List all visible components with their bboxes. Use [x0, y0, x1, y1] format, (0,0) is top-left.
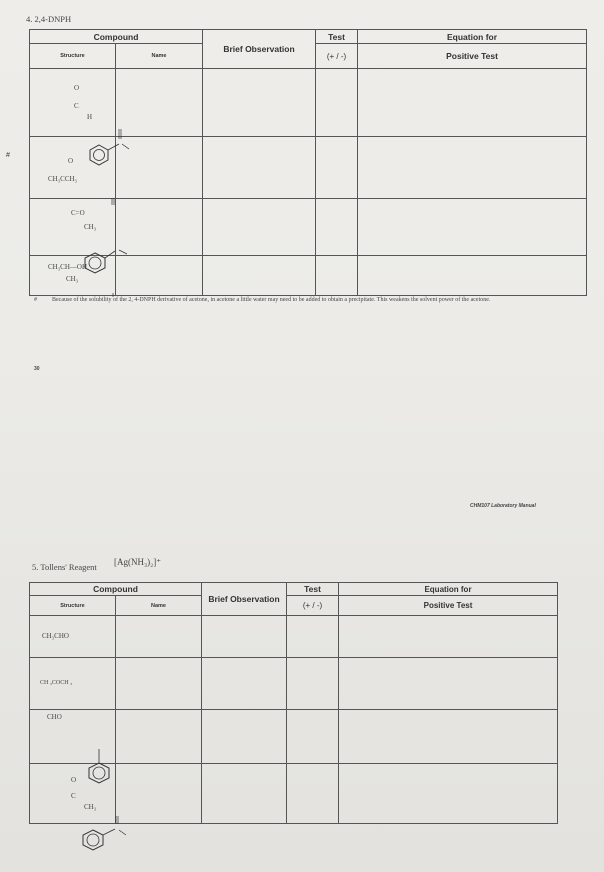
- test-sign-header: (+ / -): [287, 596, 339, 616]
- equation-cell[interactable]: [358, 199, 587, 256]
- name-cell[interactable]: [116, 616, 202, 658]
- test-cell[interactable]: [316, 256, 358, 296]
- structure-cell-benzaldehyde: [30, 710, 116, 764]
- equation-header-line1: Equation for: [339, 583, 558, 596]
- test-sign-header: (+ / -): [316, 44, 358, 69]
- equation-cell[interactable]: [358, 137, 587, 199]
- acetone-formula: CH₃CCH₃: [48, 175, 77, 183]
- tollens-table: [29, 582, 558, 824]
- note-marker: #: [34, 297, 37, 303]
- observation-cell[interactable]: [203, 256, 316, 296]
- test-cell[interactable]: [287, 658, 339, 710]
- acetone-oxygen: O: [68, 157, 74, 165]
- compound-header: Compound: [30, 30, 203, 44]
- observation-cell[interactable]: [202, 616, 287, 658]
- test-cell[interactable]: [316, 69, 358, 137]
- methyl-label: CH₃: [84, 803, 97, 811]
- observation-cell[interactable]: [202, 710, 287, 764]
- dnph-table: [6, 29, 587, 296]
- structure-cell-acetone: [6, 137, 116, 199]
- page-number: 30: [34, 366, 40, 372]
- equation-header-line2: Positive Test: [339, 596, 558, 616]
- name-header: Name: [116, 596, 202, 616]
- observation-cell[interactable]: [203, 137, 316, 199]
- aldehyde-group-label: CHO: [47, 713, 62, 721]
- carbonyl-label: C=O: [71, 209, 85, 217]
- structure-cell-acetaldehyde: [30, 616, 116, 658]
- dnph-note: Because of the solubility of the 2, 4-DNPH derivative of acetone, in acetone a little water may need to be added to obtain a precipitate. This weakens the solvent power of the acetone.: [52, 297, 491, 303]
- carbon-label: C: [74, 102, 79, 110]
- structure-cell-acetophenone: [30, 764, 116, 824]
- structure-cell-isopropanol: [30, 256, 116, 296]
- isopropanol-formula: CH₃CH—OH: [48, 263, 87, 271]
- equation-cell[interactable]: [339, 710, 558, 764]
- oxygen-label: O: [71, 776, 77, 784]
- test-cell[interactable]: [287, 764, 339, 824]
- row-marker: #: [6, 152, 10, 159]
- structure-cell-benzaldehyde: [30, 69, 116, 137]
- observation-cell[interactable]: [203, 199, 316, 256]
- methyl-label: CH₃: [84, 223, 97, 231]
- carbon-label: C: [71, 792, 76, 800]
- brief-observation-header: Brief Observation: [203, 30, 316, 69]
- section-5-heading: 5. Tollens' Reagent: [32, 562, 97, 572]
- brief-observation-header: Brief Observation: [202, 583, 287, 616]
- equation-cell[interactable]: [339, 764, 558, 824]
- test-header: Test: [287, 583, 339, 596]
- observation-cell[interactable]: [203, 69, 316, 137]
- test-cell[interactable]: [316, 199, 358, 256]
- structure-header: Structure: [30, 596, 116, 616]
- test-cell[interactable]: [287, 616, 339, 658]
- page-footer: CHM107 Laboratory Manual: [470, 503, 536, 509]
- equation-header-line2: Positive Test: [358, 44, 587, 69]
- equation-cell[interactable]: [358, 256, 587, 296]
- structure-cell-acetophenone: [30, 199, 116, 256]
- acetaldehyde-formula: CH₃CHO: [42, 632, 69, 640]
- structure-header: Structure: [30, 44, 116, 69]
- observation-cell[interactable]: [202, 658, 287, 710]
- equation-cell[interactable]: [339, 616, 558, 658]
- oxygen-label: O: [74, 84, 80, 92]
- equation-cell[interactable]: [358, 69, 587, 137]
- equation-header-line1: Equation for: [358, 30, 587, 44]
- test-cell[interactable]: [287, 710, 339, 764]
- structure-cell-acetone: [30, 658, 116, 710]
- section-4-heading: 4. 2,4-DNPH: [26, 14, 72, 24]
- compound-header: Compound: [30, 583, 202, 596]
- test-header: Test: [316, 30, 358, 44]
- test-cell[interactable]: [316, 137, 358, 199]
- equation-cell[interactable]: [339, 658, 558, 710]
- acetone-formula: CH ₃COCH ₃: [40, 680, 73, 686]
- name-cell[interactable]: [116, 658, 202, 710]
- hydrogen-label: H: [87, 113, 93, 121]
- isopropanol-methyl: CH₃: [66, 275, 79, 283]
- observation-cell[interactable]: [202, 764, 287, 824]
- name-header: Name: [116, 44, 203, 69]
- tollens-reagent-formula: [Ag(NH₃)₂]⁺: [114, 557, 162, 567]
